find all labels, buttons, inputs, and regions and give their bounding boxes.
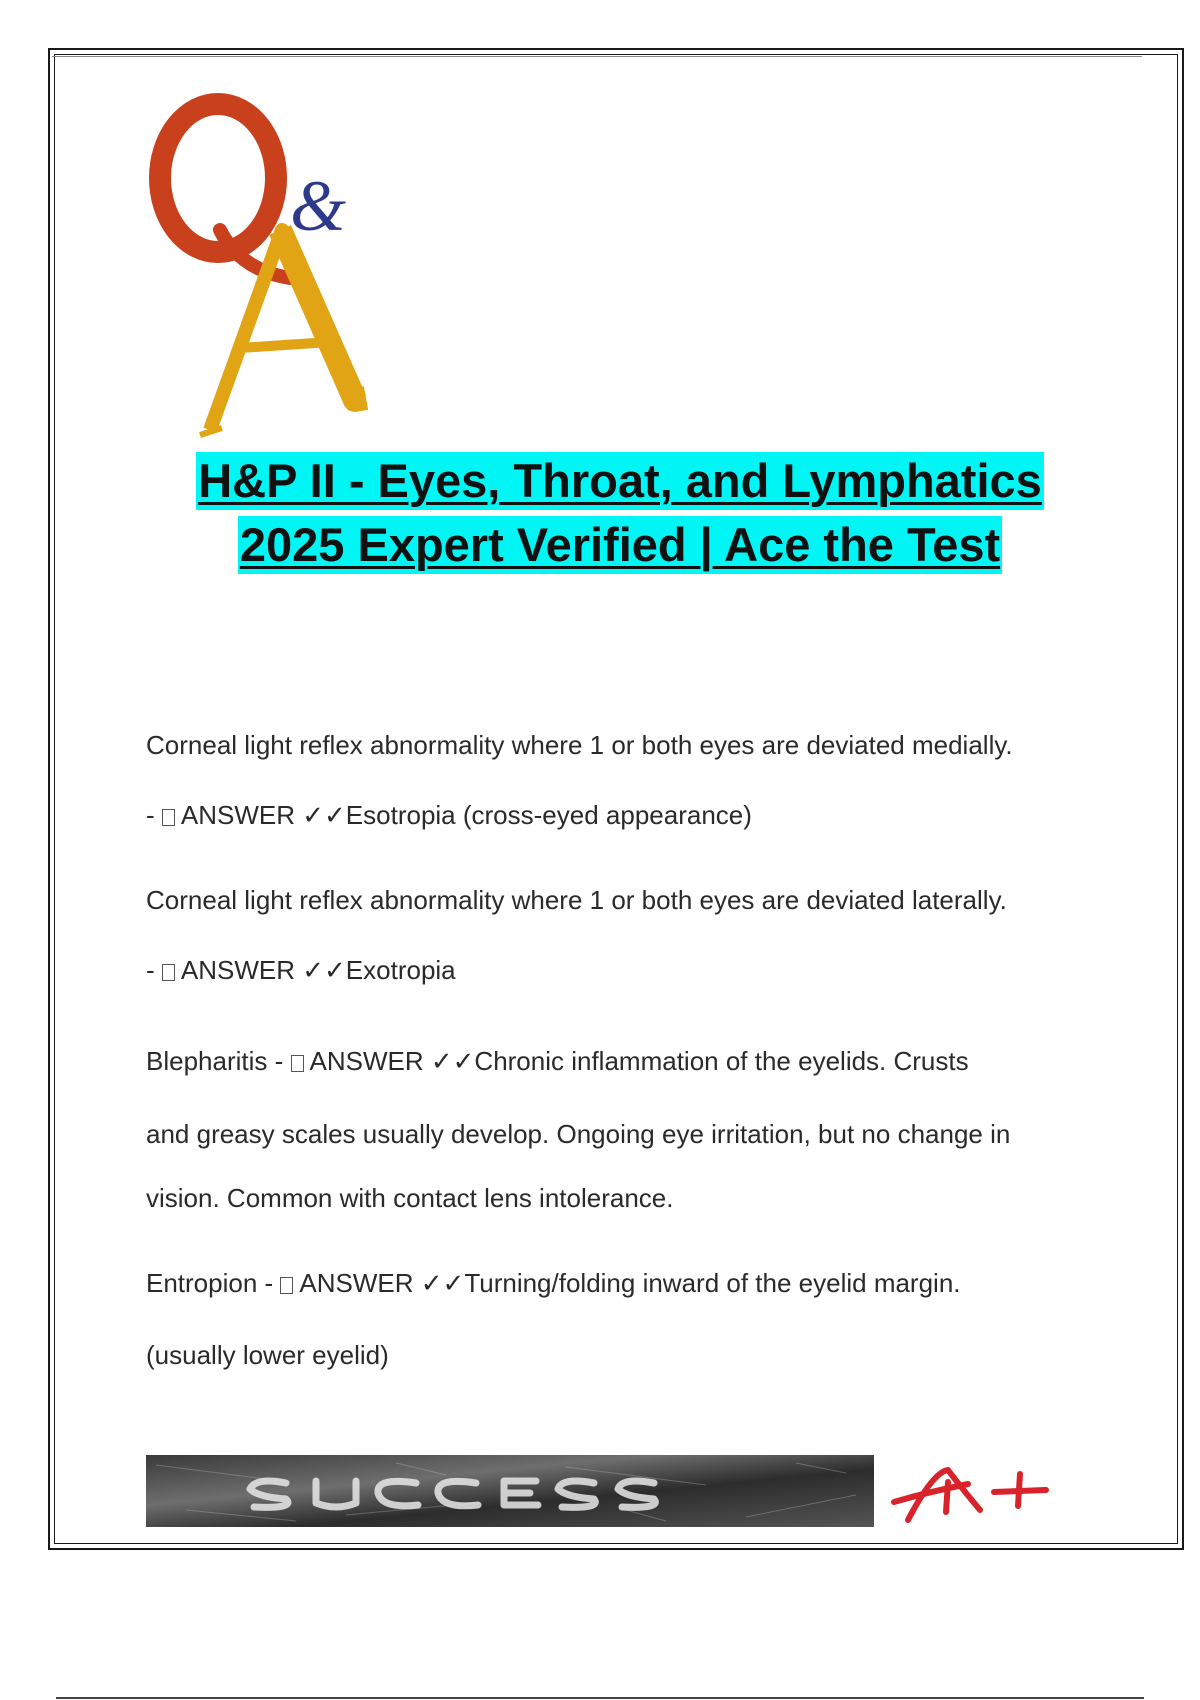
qa-line (146, 1183, 673, 1214)
qa-line-text: ANSWER ✓✓Turning/folding inward of the eyelid margin. (299, 1268, 961, 1298)
qa-line (146, 1268, 961, 1299)
qa-line (146, 1046, 969, 1077)
qa-line-prefix: - (146, 955, 162, 985)
qa-line-prefix: Entropion - (146, 1268, 281, 1298)
qa-logo (140, 80, 410, 445)
qa-line (146, 730, 1013, 761)
qa-line-prefix: Blepharitis - (146, 1046, 291, 1076)
qa-line-text: Corneal light reflex abnormality where 1 or both eyes are deviated medially. (146, 730, 1013, 760)
svg-text:&: & (290, 166, 347, 246)
header-rule (52, 56, 1142, 57)
qa-line-text: and greasy scales usually develop. Ongoing eye irritation, but no change in (146, 1119, 1011, 1149)
qa-line-text: ANSWER ✓✓Exotropia (180, 955, 456, 985)
title-line-1: H&P II - Eyes, Throat, and Lymphatics (196, 452, 1044, 510)
qa-line (146, 885, 1007, 916)
qa-line (146, 1119, 1010, 1150)
qa-line (146, 800, 752, 831)
document-title (60, 452, 1180, 580)
success-banner-image (146, 1455, 874, 1527)
qa-line (146, 1340, 389, 1371)
qa-line-text: Corneal light reflex abnormality where 1 or both eyes are deviated laterally. (146, 885, 1007, 915)
qa-line-prefix: - (146, 800, 162, 830)
missing-glyph-icon (280, 1277, 293, 1294)
qa-line (146, 955, 456, 986)
qa-line-text: vision. Common with contact lens intolerance. (146, 1183, 674, 1213)
missing-glyph-icon (162, 809, 175, 826)
logo-ampersand (290, 166, 346, 246)
a-plus-grade-mark (888, 1462, 1058, 1524)
missing-glyph-icon (162, 964, 175, 981)
missing-glyph-icon (291, 1055, 304, 1072)
title-line-2: 2025 Expert Verified | Ace the Test (238, 516, 1002, 574)
qa-line-text: (usually lower eyelid) (146, 1340, 389, 1370)
qa-line-text: ANSWER ✓✓Chronic inflammation of the eyelids. Crusts (309, 1046, 969, 1076)
qa-line-text: ANSWER ✓✓Esotropia (cross-eyed appearance) (180, 800, 752, 830)
footer-rule (56, 1697, 1144, 1699)
